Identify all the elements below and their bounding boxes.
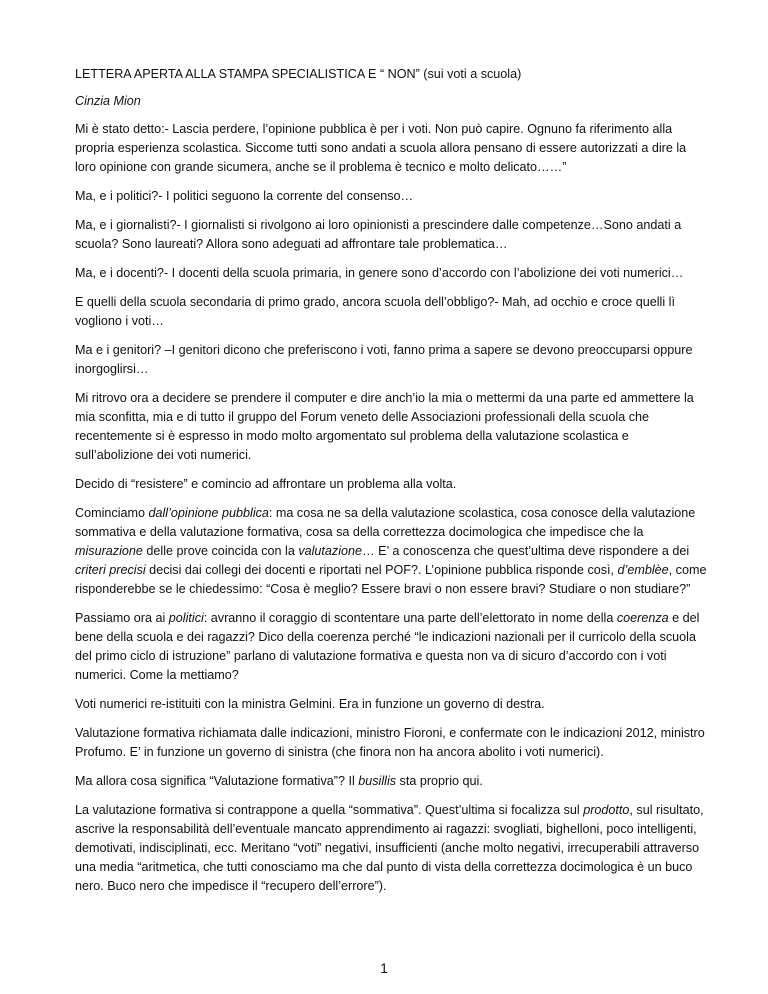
paragraph-text: Voti numerici re-istituiti con la ministra Gelmini. Era in funzione un governo di destra.	[75, 697, 545, 711]
italic-text: d’emblèe	[617, 563, 669, 577]
paragraph-text: Mi è stato detto:- Lascia perdere, l’opinione pubblica è per i voti. Non può capire. Ognuno fa riferimento alla propria esperienza scolastica. Siccome tutti sono andati a scuola allora pensano di essere autorizzati a dire la loro opinione con grande sicumera, anche se il problema è tecnico e molto delicato……”	[75, 122, 687, 174]
paragraph-text: Passiamo ora ai	[75, 611, 169, 625]
page-number: 1	[380, 960, 388, 976]
paragraph-text: : avranno il coraggio di scontentare una parte dell’elettorato in nome della	[203, 611, 617, 625]
body-paragraph	[75, 504, 707, 599]
paragraph-text: Cominciamo	[75, 506, 149, 520]
italic-text: misurazione	[75, 544, 143, 558]
paragraph-text: sta proprio qui.	[396, 774, 483, 788]
paragraph-text: , sul risultato, ascrive la responsabilità dell’eventuale mancato apprendimento ai ragazzi: svogliati, bighelloni, poco intelligenti, demotivati, indisciplinati, ecc. Meritano “voti” negativi, insufficienti (anche molto negativi, irrecuperabili attraverso una media “aritmetica, che tutti conosciamo ma che dal punto di vista della correttezza docimologica è un buco nero. Buco nero che impedisce il “recupero dell’errore”).	[75, 803, 704, 893]
paragraph-text: E quelli della scuola secondaria di primo grado, ancora scuola dell’obbligo?- Mah, ad occhio e croce quelli lì vogliono i voti…	[75, 295, 675, 328]
italic-text: prodotto	[583, 803, 630, 817]
paragraph-text: delle prove coincida con la	[142, 544, 299, 558]
author-name: Cinzia Mion	[75, 94, 141, 108]
paragraph-text: Decido di “resistere” e comincio ad affrontare un problema alla volta.	[75, 477, 457, 491]
paragraph-text: , come risponderebbe se le chiedessimo: “Cosa è meglio? Essere bravi o non essere bravi? Studiare o non studiare?”	[75, 563, 707, 596]
paragraph-text: decisi dai collegi dei docenti e riportati nel POF?. L’opinione pubblica risponde così,	[145, 563, 618, 577]
paragraph-text: … E’ a conoscenza che quest’ultima deve rispondere a dei	[362, 544, 690, 558]
paragraph-text: Ma allora cosa significa “Valutazione formativa”? Il	[75, 774, 359, 788]
italic-text: busillis	[358, 774, 397, 788]
body-paragraph	[75, 801, 707, 896]
italic-text: dall’opinione pubblica	[148, 506, 269, 520]
paragraph-text: e del bene della scuola e dei ragazzi? Dico della coerenza perché “le indicazioni nazionali per il curricolo della scuola del primo ciclo di istruzione” parlano di valutazione formativa e questa non va di sicuro d’accordo con i voti numerici. Come la mettiamo?	[75, 611, 700, 682]
body-paragraph	[75, 609, 707, 685]
paragraph-text: Ma, e i giornalisti?- I giornalisti si rivolgono ai loro opinionisti a prescindere dalle competenze…Sono andati a scuola? Sono laureati? Allora sono adeguati ad affrontare tale problematica…	[75, 218, 682, 251]
paragraph-text: : ma cosa ne sa della valutazione scolastica, cosa conosce della valutazione sommativa e della valutazione formativa, cosa sa della correttezza docimologica che impedisce che la	[75, 506, 696, 539]
italic-text: valutazione	[298, 544, 363, 558]
body-paragraph	[75, 293, 707, 331]
body-paragraph	[75, 389, 707, 465]
paragraph-text: La valutazione formativa si contrappone a quella “sommativa”. Quest’ultima si focalizza sul	[75, 803, 584, 817]
document-page	[75, 66, 707, 906]
body-paragraph	[75, 187, 707, 206]
italic-text: criteri precisi	[75, 563, 146, 577]
paragraph-text: Ma, e i docenti?- I docenti della scuola primaria, in genere sono d’accordo con l’abolizione dei voti numerici…	[75, 266, 684, 280]
paragraph-text: Valutazione formativa richiamata dalle indicazioni, ministro Fioroni, e confermate con le indicazioni 2012, ministro Profumo. E’ in funzione un governo di sinistra (che finora non ha ancora abolito i voti numerici).	[75, 726, 705, 759]
paragraph-text: Ma, e i politici?- I politici seguono la corrente del consenso…	[75, 189, 414, 203]
body-paragraph	[75, 341, 707, 379]
document-title: LETTERA APERTA ALLA STAMPA SPECIALISTICA E “ NON” (sui voti a scuola)	[75, 67, 522, 81]
italic-text: coerenza	[616, 611, 669, 625]
paragraph-text: Ma e i genitori? –I genitori dicono che preferiscono i voti, fanno prima a sapere se devono preoccuparsi oppure inorgoglirsi…	[75, 343, 693, 376]
body-paragraph	[75, 216, 707, 254]
paragraph-text: Mi ritrovo ora a decidere se prendere il computer e dire anch’io la mia o mettermi da una parte ed ammettere la mia sconfitta, mia e di tutto il gruppo del Forum veneto delle Associazioni professionali della scuola che recentemente si è espresso in modo molto argomentato sul problema della valutazione scolastica e sull’abolizione dei voti numerici.	[75, 391, 694, 462]
body-paragraph	[75, 772, 707, 791]
body-paragraph	[75, 120, 707, 177]
body-paragraph	[75, 724, 707, 762]
document-body	[75, 120, 707, 896]
body-paragraph	[75, 475, 707, 494]
body-paragraph	[75, 695, 707, 714]
body-paragraph	[75, 264, 707, 283]
italic-text: politici	[168, 611, 204, 625]
